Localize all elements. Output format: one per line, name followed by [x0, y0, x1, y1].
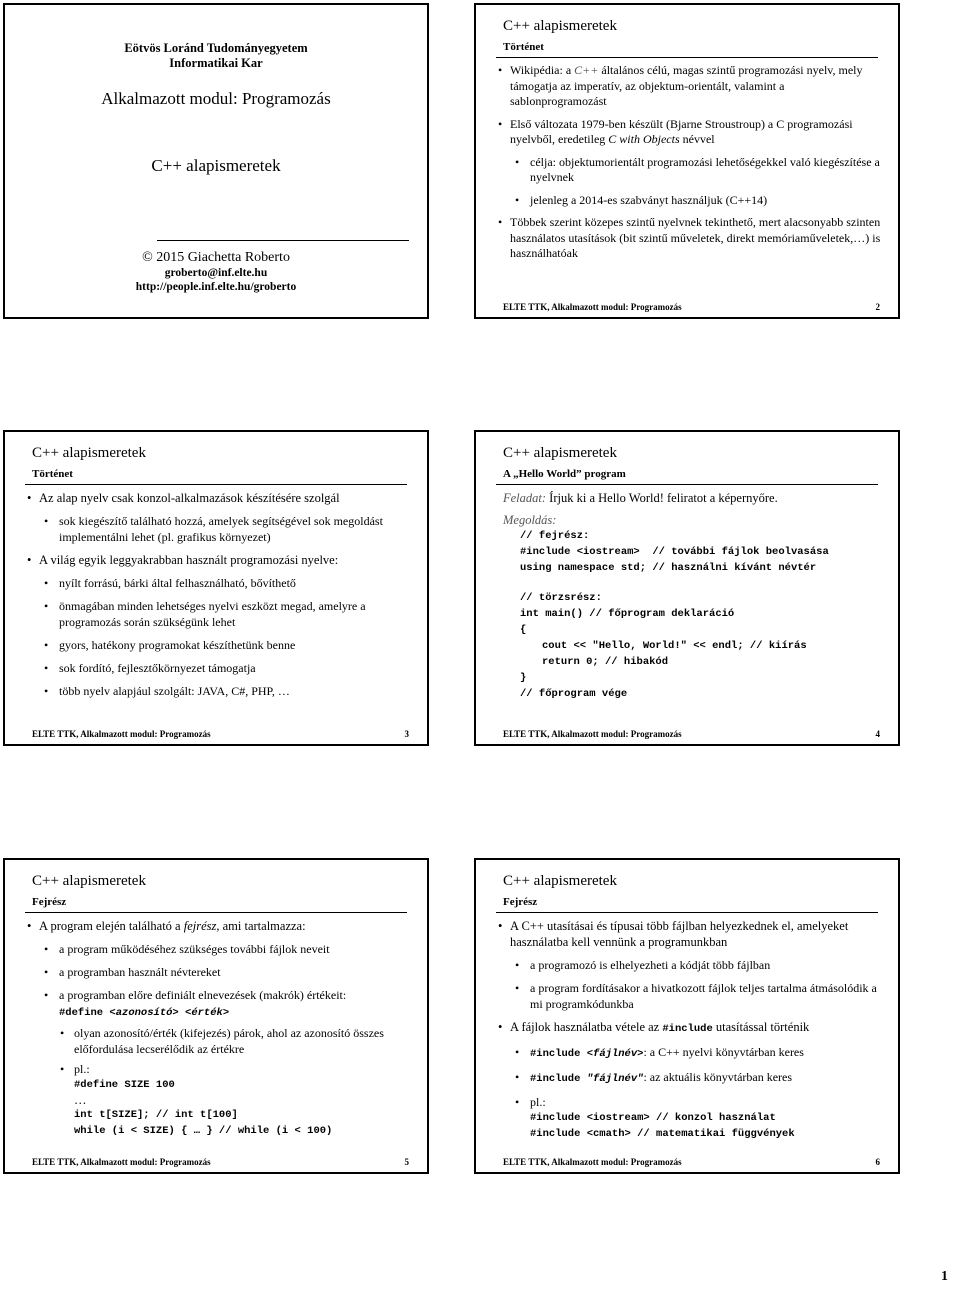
- text: : az aktuális könyvtárban keres: [643, 1070, 793, 1084]
- sub-bullet-include-angle: [493, 1044, 884, 1062]
- slide-subtitle: Fejrész: [32, 896, 67, 908]
- task-label: Feladat:: [503, 491, 547, 505]
- slide-divider: [496, 912, 878, 913]
- slide-6: [474, 858, 900, 1174]
- slide-5: [3, 858, 429, 1174]
- footer-label: ELTE TTK, Alkalmazott modul: Programozás: [32, 1157, 211, 1167]
- sub-bullet-goal: • célja: objektumorientált programozási lehetőségekkel való kiegészítése a nyelvnek: [493, 155, 884, 186]
- sub-bullet-basis: • több nyelv alapjául szolgált: JAVA, C#, PHP, …: [22, 683, 413, 699]
- include-placeholder: "fájlnév": [586, 1073, 644, 1085]
- task-line: [503, 490, 884, 506]
- sub-sub-bullet-pairs: • olyan azonosító/érték (kifejezés) párok, ahol az azonosító összes előfordulása lecserélődik az értékre: [22, 1025, 413, 1057]
- university-line: Eötvös Loránd Tudományegyetem: [124, 41, 308, 55]
- sub-bullet-standard: • jelenleg a 2014-es szabványt használjuk (C++14): [493, 193, 884, 209]
- text: , ami tartalmazza:: [216, 919, 306, 933]
- slide-number: 3: [404, 729, 409, 739]
- slide-title: C++ alapismeretek: [503, 445, 617, 461]
- slide-divider: [25, 484, 407, 485]
- footer-label: ELTE TTK, Alkalmazott modul: Programozás: [503, 302, 682, 312]
- include-keyword: #include: [530, 1048, 587, 1060]
- slide-4: [474, 430, 900, 746]
- slide-body: [503, 490, 884, 702]
- bullet-multiple-files: • A C++ utasításai és típusai több fájlban helyezkednek el, amelyeket használatba kell vennünk a programunkban: [493, 918, 884, 950]
- example-ellipsis: …: [74, 1093, 87, 1107]
- author-line: © 2015 Giachetta Roberto: [142, 250, 290, 265]
- text: A fájlok használatba vétele az: [510, 1020, 663, 1034]
- university-name: [5, 41, 427, 71]
- slide-1-title: [3, 3, 429, 319]
- sub-bullet-namespaces: • a programban használt névtereket: [22, 964, 413, 980]
- include-keyword: #include: [530, 1073, 587, 1085]
- example-includes: #include <iostream> // konzol használat #include <cmath> // matematikai függvények: [530, 1112, 795, 1140]
- text-italic: C++: [574, 63, 599, 77]
- sub-bullet-macros: [22, 987, 413, 1021]
- bullet-mid-level: • Többek szerint közepes szintű nyelvnek tekinthető, mert alacsonyabb szinten használatos utasítások (bit szintű műveletek, direkt memóriaműveletek,…) is használhatóak: [493, 215, 884, 262]
- sub-bullet-fast: • gyors, hatékony programokat készíthetünk benne: [22, 637, 413, 653]
- sub-bullet-include-quote: [493, 1069, 884, 1087]
- sub-bullet-programmer: • a programozó is elhelyezheti a kódját több fájlban: [493, 957, 884, 973]
- slide-body: [493, 918, 884, 1142]
- define-placeholder: <azonosító> <érték>: [109, 1007, 230, 1019]
- faculty-line: Informatikai Kar: [169, 56, 263, 70]
- footer-label: ELTE TTK, Alkalmazott modul: Programozás: [503, 1157, 682, 1167]
- bullet-include: [493, 1019, 884, 1037]
- slide-2: [474, 3, 900, 319]
- text-italic: fejrész: [183, 919, 217, 933]
- bullet-popular: • A világ egyik leggyakrabban használt programozási nyelve:: [22, 552, 413, 568]
- code-header: // fejrész: #include <iostream> // további fájlok beolvasása using namespace std; // használni kívánt névtér: [520, 530, 829, 574]
- sub-bullet-compilers: • sok fordító, fejlesztőkörnyezet támogatja: [22, 660, 413, 676]
- slide-body: [493, 63, 884, 269]
- text: a programban előre definiált elnevezések (makrók) értékeit:: [59, 988, 347, 1002]
- text: pl.:: [74, 1062, 90, 1076]
- code-body-end: } // főprogram vége: [520, 672, 628, 700]
- text: : a C++ nyelvi könyvtárban keres: [643, 1045, 804, 1059]
- slide-number: 4: [875, 729, 880, 739]
- text: általános célú, magas szintű programozási nyelv, mely támogatja az imperatív, az objektum-orientált, valamint a sablonprogramozást: [510, 63, 863, 108]
- slide-footer: [32, 729, 409, 739]
- text: A program elején található a: [39, 919, 184, 933]
- footer-label: ELTE TTK, Alkalmazott modul: Programozás: [503, 729, 682, 739]
- bullet-header-intro: [22, 918, 413, 934]
- example-define: #define SIZE 100: [74, 1079, 175, 1091]
- slide-title: C++ alapismeretek: [503, 18, 617, 34]
- slide-divider: [496, 484, 878, 485]
- slide-divider: [496, 57, 878, 58]
- course-name: Alkalmazott modul: Programozás: [101, 89, 331, 108]
- sub-bullet-extensions: • sok kiegészítő található hozzá, amelyek segítségével sok megoldást implementálni lehet (pl. grafikus környezet): [22, 513, 413, 545]
- sub-bullet-open-source: • nyílt forrású, bárki által felhasználható, bővíthető: [22, 575, 413, 591]
- slide-subtitle: A „Hello World” program: [503, 468, 626, 480]
- document-page-number: 1: [941, 1269, 948, 1284]
- text: pl.:: [530, 1095, 546, 1109]
- code-body-statements: cout << "Hello, World!" << endl; // kiírás return 0; // hibakód: [542, 640, 807, 668]
- example-usage: int t[SIZE]; // int t[100] while (i < SIZE) { … } // while (i < 100): [74, 1109, 333, 1137]
- slide-subtitle: Fejrész: [503, 896, 538, 908]
- include-keyword: #include: [662, 1023, 713, 1035]
- sub-sub-bullet-example: [22, 1061, 413, 1077]
- slide-number: 6: [875, 1157, 880, 1167]
- title-divider: [157, 240, 409, 241]
- text-italic: C with Objects: [608, 132, 680, 146]
- slide-body: [22, 918, 413, 1139]
- text: Wikipédia: a: [510, 63, 575, 77]
- text: Első változata 1979-ben készült (Bjarne Stroustroup) a C programozási nyelvből, eredetileg: [510, 116, 853, 146]
- slide-title: C++ alapismeretek: [32, 445, 146, 461]
- sub-bullet-files: • a program működéséhez szükséges további fájlok neveit: [22, 941, 413, 957]
- sub-bullet-complete: • önmagában minden lehetséges nyelvi eszközt megad, amelyre a programozás során szükségünk lehet: [22, 598, 413, 630]
- define-keyword: #define: [59, 1007, 110, 1019]
- contact-info: [5, 267, 427, 294]
- slide-footer: [503, 1157, 880, 1167]
- slide-3: [3, 430, 429, 746]
- task-text: Írjuk ki a Hello World! feliratot a képernyőre.: [546, 491, 778, 505]
- slide-title: C++ alapismeretek: [32, 873, 146, 889]
- slide-title: C++ alapismeretek: [503, 873, 617, 889]
- slide-footer: [32, 1157, 409, 1167]
- sub-bullet-compile: • a program fordításakor a hivatkozott fájlok teljes tartalma átmásolódik a mi programkódunkba: [493, 980, 884, 1012]
- slide-body: [22, 490, 413, 706]
- text: utasítással történik: [712, 1020, 810, 1034]
- slide-footer: [503, 302, 880, 312]
- code-body-start: // törzsrész: int main() // főprogram deklaráció {: [520, 592, 735, 636]
- bullet-wikipedia: [493, 63, 884, 110]
- bullet-first-version: [493, 117, 884, 148]
- slide-number: 5: [404, 1157, 409, 1167]
- include-placeholder: <fájlnév>: [586, 1048, 644, 1060]
- slide-divider: [25, 912, 407, 913]
- slide-subtitle: Történet: [32, 468, 73, 480]
- author-email: groberto@inf.elte.hu: [164, 267, 268, 279]
- presentation-title: C++ alapismeretek: [151, 156, 281, 175]
- footer-label: ELTE TTK, Alkalmazott modul: Programozás: [32, 729, 211, 739]
- bullet-console: • Az alap nyelv csak konzol-alkalmazások készítésére szolgál: [22, 490, 413, 506]
- sub-bullet-example: [493, 1094, 884, 1110]
- solution-label: Megoldás:: [503, 513, 557, 527]
- slide-subtitle: Történet: [503, 41, 544, 53]
- slide-number: 2: [875, 302, 880, 312]
- slide-footer: [503, 729, 880, 739]
- author-url: http://people.inf.elte.hu/groberto: [135, 280, 297, 293]
- text: névvel: [679, 132, 715, 146]
